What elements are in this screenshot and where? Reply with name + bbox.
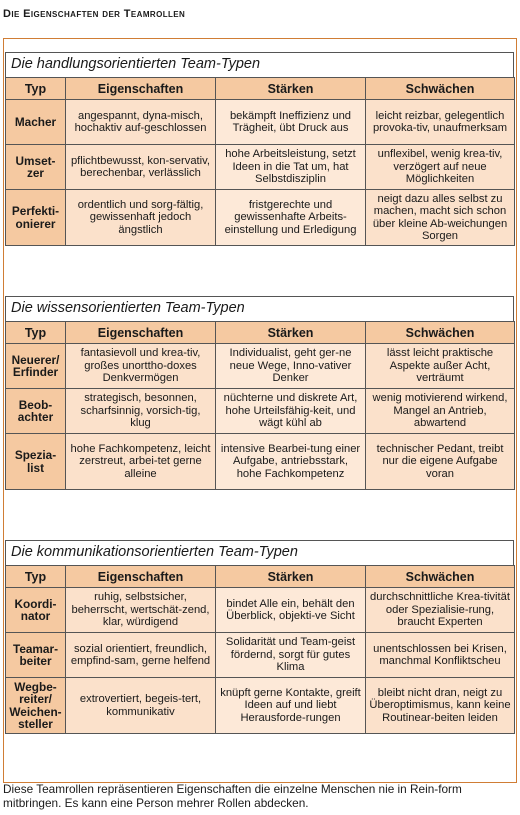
cell-typ: Wegbe-reiter/ Weichen-steller — [6, 678, 66, 734]
cell-typ: Perfekti-onierer — [6, 190, 66, 246]
cell-typ: Umset-zer — [6, 145, 66, 190]
cell-staerken: hohe Arbeitsleistung, setzt Ideen in die Tat um, hat Selbstdisziplin — [216, 145, 366, 190]
cell-eigenschaften: strategisch, besonnen, scharfsinnig, vorsich-tig, klug — [66, 389, 216, 434]
table-row — [6, 100, 515, 145]
cell-staerken: Solidarität und Team-geist fördernd, sorgt für gutes Klima — [216, 633, 366, 678]
cell-schwaechen: bleibt nicht dran, neigt zu Überoptimismus, kann keine Routinear-beiten leiden — [366, 678, 515, 734]
cell-typ: Macher — [6, 100, 66, 145]
cell-schwaechen: leicht reizbar, gelegentlich provoka-tiv, unaufmerksam — [366, 100, 515, 145]
header-schwaechen: Schwächen — [366, 566, 515, 588]
cell-schwaechen: unflexibel, wenig krea-tiv, verzögert auf neue Möglichkeiten — [366, 145, 515, 190]
table-row — [6, 145, 515, 190]
table-row — [6, 678, 515, 734]
cell-staerken: bindet Alle ein, behält den Überblick, objekti-ve Sicht — [216, 588, 366, 633]
footer-note: Diese Teamrollen repräsentieren Eigenschaften die einzelne Menschen nie in Rein-form mitbringen. Es kann eine Person mehrer Rollen abdecken. — [3, 782, 462, 810]
header-typ: Typ — [6, 78, 66, 100]
cell-eigenschaften: ordentlich und sorg-fältig, gewissenhaft jedoch ängstlich — [66, 190, 216, 246]
cell-typ: Koordi-nator — [6, 588, 66, 633]
table-header-row — [6, 78, 515, 100]
cell-eigenschaften: angespannt, dyna-misch, hochaktiv auf-geschlossen — [66, 100, 216, 145]
table-row — [6, 389, 515, 434]
table-row — [6, 190, 515, 246]
cell-staerken: intensive Bearbei-tung einer Aufgabe, antriebsstark, hohe Fachkompetenz — [216, 434, 366, 490]
cell-eigenschaften: extrovertiert, begeis-tert, kommunikativ — [66, 678, 216, 734]
cell-eigenschaften: ruhig, selbstsicher, beherrscht, wertschät-zend, klar, würdigend — [66, 588, 216, 633]
header-eigenschaften: Eigenschaften — [66, 566, 216, 588]
table-row — [6, 434, 515, 490]
header-typ: Typ — [6, 322, 66, 344]
section-wissensorientiert — [5, 296, 514, 490]
section-kommunikationsorientiert — [5, 540, 514, 734]
header-staerken: Stärken — [216, 322, 366, 344]
section-handlungsorientiert — [5, 52, 514, 246]
cell-schwaechen: neigt dazu alles selbst zu machen, macht sich schon über kleine Ab-weichungen Sorgen — [366, 190, 515, 246]
cell-staerken: fristgerechte und gewissenhafte Arbeits-einstellung und Erledigung — [216, 190, 366, 246]
cell-eigenschaften: hohe Fachkompetenz, leicht zerstreut, arbei-tet gerne alleine — [66, 434, 216, 490]
cell-eigenschaften: fantasievoll und krea-tiv, großes unorttho-doxes Denkvermögen — [66, 344, 216, 389]
cell-typ: Spezia-list — [6, 434, 66, 490]
cell-eigenschaften: pflichtbewusst, kon-servativ, berechenbar, verlässlich — [66, 145, 216, 190]
section-title: Die wissensorientierten Team-Typen — [5, 296, 514, 321]
team-types-table — [5, 321, 515, 490]
header-staerken: Stärken — [216, 78, 366, 100]
cell-schwaechen: wenig motivierend wirkend, Mangel an Antrieb, abwartend — [366, 389, 515, 434]
table-row — [6, 344, 515, 389]
section-title: Die kommunikationsorientierten Team-Typen — [5, 540, 514, 565]
page-title: Die Eigenschaften der Teamrollen — [3, 8, 186, 20]
header-schwaechen: Schwächen — [366, 78, 515, 100]
cell-schwaechen: technischer Pedant, treibt nur die eigene Aufgabe voran — [366, 434, 515, 490]
team-types-table — [5, 77, 515, 246]
cell-typ: Neuerer/ Erfinder — [6, 344, 66, 389]
header-eigenschaften: Eigenschaften — [66, 322, 216, 344]
cell-typ: Teamar-beiter — [6, 633, 66, 678]
cell-staerken: bekämpft Ineffizienz und Trägheit, übt Druck aus — [216, 100, 366, 145]
header-eigenschaften: Eigenschaften — [66, 78, 216, 100]
cell-staerken: nüchterne und diskrete Art, hohe Urteilsfähig-keit, und wägt kühl ab — [216, 389, 366, 434]
table-header-row — [6, 566, 515, 588]
cell-typ: Beob-achter — [6, 389, 66, 434]
cell-staerken: knüpft gerne Kontakte, greift Ideen auf und liebt Herausforde-rungen — [216, 678, 366, 734]
table-row — [6, 633, 515, 678]
cell-schwaechen: lässt leicht praktische Aspekte außer Acht, verträumt — [366, 344, 515, 389]
cell-eigenschaften: sozial orientiert, freundlich, empfind-sam, gerne helfend — [66, 633, 216, 678]
header-typ: Typ — [6, 566, 66, 588]
header-schwaechen: Schwächen — [366, 322, 515, 344]
table-header-row — [6, 322, 515, 344]
team-types-table — [5, 565, 515, 734]
cell-schwaechen: unentschlossen bei Krisen, manchmal Konfliktscheu — [366, 633, 515, 678]
cell-staerken: Individualist, geht ger-ne neue Wege, Inno-vativer Denker — [216, 344, 366, 389]
section-title: Die handlungsorientierten Team-Typen — [5, 52, 514, 77]
table-row — [6, 588, 515, 633]
header-staerken: Stärken — [216, 566, 366, 588]
cell-schwaechen: durchschnittliche Krea-tivität oder Spezialisie-rung, braucht Experten — [366, 588, 515, 633]
